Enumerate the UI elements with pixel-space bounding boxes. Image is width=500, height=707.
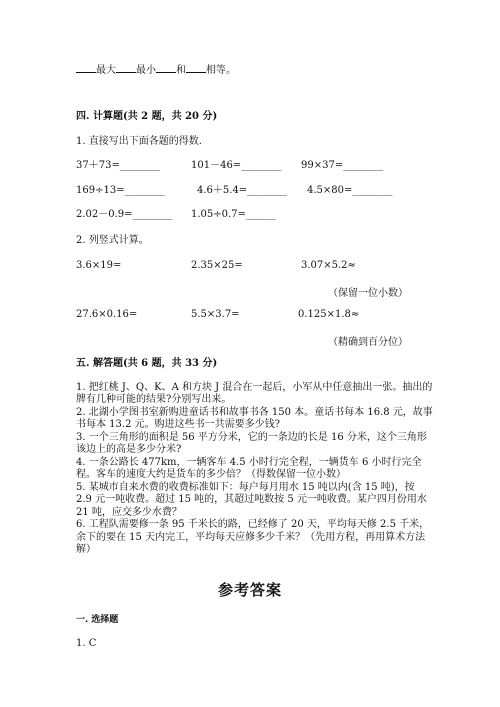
answer-item: 1. C (76, 638, 97, 649)
precision-note: （精确到百分位） (328, 337, 408, 348)
problem-line: 该边上的高是多少分米? (76, 444, 182, 455)
blank (156, 63, 176, 73)
problem-line: 2.9 元一吨收费。超过 15 吨的，其超过吨数按 5 元一吨收费。某户四月份用水 (76, 494, 427, 505)
problem-line: 1. 把红桃 J、Q、K、A 和方块 J 混合在一起后，小军从中任意抽出一张。抽出的 (76, 382, 433, 393)
problem-line: 书每本 13.2 元。购进这些书一共需要多少钱? (76, 419, 280, 430)
problem-line: 解） (76, 544, 96, 555)
section5-heading: 五. 解答题(共 6 题，共 33 分) (76, 358, 218, 369)
calc-item: 37＋73=________ (76, 160, 160, 171)
problem-line: 3. 一个三角形的面积是 56 平方分米，它的一条边的长是 16 分米，这个三角形 (76, 432, 427, 443)
calc-item: 4.5×80=________ (307, 185, 393, 196)
problem-line: 21 吨，应交多少水费？ (76, 507, 182, 518)
answers-section1-heading: 一. 选择题 (76, 615, 119, 625)
vertical-calc-item: 5.5×3.7= (191, 309, 240, 320)
question2-label: 2. 列竖式计算。 (76, 235, 149, 246)
problem-line: 牌有几种可能的结果?分别写出来。 (76, 394, 232, 405)
section4-heading: 四. 计算题(共 2 题，共 20 分) (76, 111, 218, 122)
answers-title: 参考答案 (217, 581, 282, 599)
text-and: 和 (176, 65, 186, 76)
calc-item: 101－46=________ (191, 160, 282, 171)
problem-line: 4. 一条公路长 477km，一辆客车 4.5 小时行完全程，一辆货车 6 小时行完全 (76, 457, 422, 468)
text-max: 最大 (96, 65, 116, 76)
question1-label: 1. 直接写出下面各题的得数. (76, 136, 202, 147)
vertical-calc-item: 27.6×0.16= (76, 309, 138, 320)
precision-note: （保留一位小数） (328, 288, 408, 299)
blank (186, 63, 206, 73)
vertical-calc-item: 3.07×5.2≈ (301, 260, 356, 271)
vertical-calc-item: 3.6×19= (76, 260, 122, 271)
calc-item: 4.6＋5.4=________ (197, 185, 288, 196)
problem-line: 程。客车的速度大约是货车的多少倍？（得数保留一位小数） (76, 469, 346, 480)
blank (116, 63, 136, 73)
calc-item: 2.02－0.9=________ (76, 209, 173, 220)
fill-blank-line (76, 63, 236, 77)
blank (76, 63, 96, 73)
calc-item: 169÷13=________ (76, 185, 165, 196)
calc-item: 1.05÷0.7=______ (191, 209, 276, 220)
problem-line: 余下的要在 15 天内完工，平均每天应修多少千米？（先用方程，再用算术方法 (76, 532, 426, 543)
problem-line: 6. 工程队需要修一条 95 千米长的路，已经修了 20 天，平均每天修 2.5 千米， (76, 519, 430, 530)
problem-line: 2. 北湖小学图书室新购进童话书和故事书各 150 本。童话书每本 16.8 元，故事 (76, 407, 433, 418)
text-equal: 相等。 (206, 65, 236, 76)
calc-item: 99×37=________ (301, 160, 384, 171)
vertical-calc-item: 2.35×25= (191, 260, 243, 271)
text-min: 最小 (136, 65, 156, 76)
vertical-calc-item: 0.125×1.8≈ (298, 309, 360, 320)
problem-line: 5. 某城市自来水费的收费标准如下：每户每月用水 15 吨以内(含 15 吨)，按 (76, 482, 415, 493)
